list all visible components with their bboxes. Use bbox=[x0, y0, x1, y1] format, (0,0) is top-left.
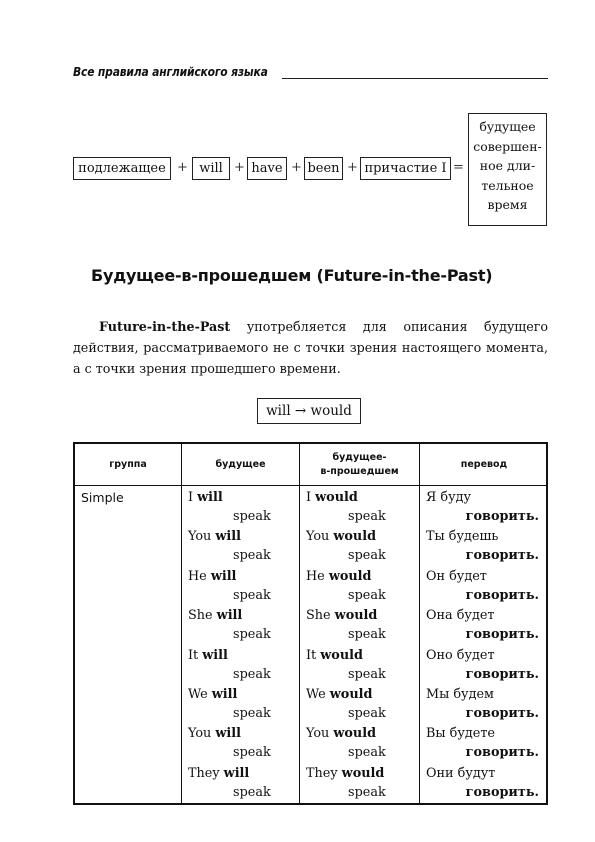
table-row bbox=[426, 648, 539, 687]
table-row bbox=[426, 726, 539, 765]
future-aux: will bbox=[215, 529, 241, 545]
translation-line1: Они будут bbox=[426, 765, 496, 781]
table-row bbox=[426, 687, 539, 726]
translation-line1: Он будет bbox=[426, 568, 487, 584]
past-aux: would bbox=[333, 726, 377, 742]
future-subject-aux bbox=[188, 648, 228, 663]
past-subject-aux bbox=[306, 608, 377, 623]
past-pronoun: We bbox=[306, 686, 326, 702]
table-group-simple: Simple bbox=[81, 490, 124, 505]
translation-line1: Мы будем bbox=[426, 686, 494, 702]
past-aux: would bbox=[315, 490, 358, 505]
translation-line1: Она будет bbox=[426, 608, 495, 624]
past-pronoun: He bbox=[306, 568, 325, 584]
past-verb: speak bbox=[348, 784, 386, 800]
future-pronoun: She bbox=[188, 608, 213, 624]
table-row bbox=[306, 569, 411, 608]
past-verb: speak bbox=[348, 587, 386, 603]
column-future bbox=[188, 490, 288, 805]
formula-plus: + bbox=[291, 160, 302, 175]
table-row bbox=[306, 687, 411, 726]
translation-line2: говорить. bbox=[465, 666, 539, 682]
future-verb: speak bbox=[233, 509, 271, 524]
formula-result-line: время bbox=[487, 197, 528, 213]
past-aux: would bbox=[320, 647, 363, 663]
past-pronoun: You bbox=[306, 726, 330, 742]
past-subject-aux bbox=[306, 529, 376, 544]
future-verb: speak bbox=[233, 587, 271, 603]
table-column-divider bbox=[419, 444, 420, 803]
future-subject-aux bbox=[188, 529, 241, 544]
table-row bbox=[188, 766, 288, 805]
future-verb: speak bbox=[233, 627, 271, 643]
table-row bbox=[306, 648, 411, 687]
translation-line2: говорить. bbox=[465, 784, 539, 800]
future-pronoun: I bbox=[188, 490, 194, 505]
formula-plus: + bbox=[234, 160, 245, 175]
column-translation bbox=[426, 490, 539, 805]
table-row bbox=[188, 726, 288, 765]
translation-line1: Ты будешь bbox=[426, 529, 499, 545]
formula-result-line: совершен- bbox=[473, 138, 542, 154]
translation-line1: Я буду bbox=[426, 490, 472, 505]
future-subject-aux bbox=[188, 608, 242, 623]
future-verb: speak bbox=[233, 784, 271, 800]
translation-line2: говорить. bbox=[465, 627, 539, 643]
translation-line1: Оно будет bbox=[426, 647, 495, 663]
running-header-title: Все правила английского языка bbox=[73, 64, 268, 79]
formula-box-will: will bbox=[192, 157, 230, 180]
future-pronoun: You bbox=[188, 529, 212, 545]
paragraph-text: употребляется для описания будущего действия, рассматриваемого не с точки зрения настоящего момента, а с точки зрения прошедшего времени. bbox=[73, 319, 548, 376]
table-row bbox=[188, 569, 288, 608]
translation-line2: говорить. bbox=[465, 587, 539, 603]
table-row bbox=[426, 490, 539, 529]
past-aux: would bbox=[333, 529, 377, 545]
future-verb: speak bbox=[233, 745, 271, 761]
header-rule bbox=[282, 78, 548, 79]
table-row bbox=[188, 687, 288, 726]
formula-box-been: been bbox=[304, 157, 343, 180]
past-verb: speak bbox=[348, 745, 386, 761]
table-row bbox=[188, 608, 288, 647]
past-subject-aux bbox=[306, 726, 376, 741]
table-row bbox=[188, 529, 288, 568]
past-subject-aux bbox=[306, 490, 358, 505]
table-header-future-in-past: будущее- в-прошедшем bbox=[320, 451, 399, 477]
future-pronoun: You bbox=[188, 726, 212, 742]
table-header-future: будущее bbox=[215, 458, 266, 470]
future-aux: will bbox=[210, 568, 237, 584]
table-row bbox=[306, 766, 411, 805]
future-aux: will bbox=[202, 647, 228, 663]
description-paragraph bbox=[73, 316, 548, 379]
formula-equals: = bbox=[453, 160, 464, 175]
future-subject-aux bbox=[188, 766, 249, 781]
rule-box: will → would bbox=[257, 398, 361, 424]
formula-result-box bbox=[468, 113, 547, 226]
future-aux: will bbox=[216, 608, 243, 624]
past-verb: speak bbox=[348, 666, 386, 682]
conjugation-table bbox=[73, 442, 548, 805]
past-verb: speak bbox=[348, 705, 386, 721]
translation-line2: говорить. bbox=[465, 509, 539, 524]
formula-plus: + bbox=[177, 160, 188, 175]
table-row bbox=[306, 490, 411, 529]
translation-line1: Вы будете bbox=[426, 726, 495, 742]
formula-box-participle: причастие I bbox=[360, 157, 451, 180]
formula-plus: + bbox=[347, 160, 358, 175]
future-subject-aux bbox=[188, 726, 241, 741]
running-header bbox=[73, 64, 548, 84]
past-pronoun: She bbox=[306, 608, 331, 624]
translation-line2: говорить. bbox=[465, 745, 539, 761]
table-header-translation: перевод bbox=[460, 458, 508, 470]
past-subject-aux bbox=[306, 766, 384, 781]
table-row bbox=[306, 529, 411, 568]
table-header-group: группа bbox=[109, 458, 147, 470]
past-pronoun: It bbox=[306, 647, 317, 663]
table-row bbox=[306, 608, 411, 647]
table-row bbox=[188, 490, 288, 529]
formula-result-line: будущее bbox=[479, 119, 536, 134]
table-header-divider bbox=[75, 485, 546, 486]
future-pronoun: They bbox=[188, 765, 220, 781]
past-aux: would bbox=[328, 568, 372, 584]
past-subject-aux bbox=[306, 569, 371, 584]
future-aux: will bbox=[223, 765, 250, 781]
future-subject-aux bbox=[188, 687, 237, 702]
future-verb: speak bbox=[233, 548, 271, 564]
past-verb: speak bbox=[348, 509, 386, 524]
translation-line2: говорить. bbox=[465, 705, 539, 721]
past-aux: would bbox=[329, 686, 373, 702]
past-pronoun: You bbox=[306, 529, 330, 545]
formula-box-have: have bbox=[247, 157, 287, 180]
table-row bbox=[306, 726, 411, 765]
future-subject-aux bbox=[188, 490, 223, 505]
future-verb: speak bbox=[233, 705, 271, 721]
table-row bbox=[426, 766, 539, 805]
past-verb: speak bbox=[348, 548, 386, 564]
translation-line2: говорить. bbox=[465, 548, 539, 564]
past-pronoun: I bbox=[306, 490, 312, 505]
formula-result-line: ное дли- bbox=[479, 158, 536, 174]
future-pronoun: He bbox=[188, 568, 207, 584]
past-verb: speak bbox=[348, 627, 386, 643]
past-aux: would bbox=[341, 765, 385, 781]
future-subject-aux bbox=[188, 569, 236, 584]
past-subject-aux bbox=[306, 648, 363, 663]
future-aux: will bbox=[197, 490, 223, 505]
future-aux: will bbox=[211, 686, 238, 702]
table-column-divider bbox=[299, 444, 300, 803]
future-pronoun: It bbox=[188, 647, 199, 663]
paragraph-lead-term: Future-in-the-Past bbox=[99, 319, 231, 334]
table-row bbox=[188, 648, 288, 687]
section-title: Будущее-в-прошедшем (Future-in-the-Past) bbox=[91, 266, 493, 285]
table-row bbox=[426, 608, 539, 647]
future-pronoun: We bbox=[188, 686, 208, 702]
formula-result-line: тельное bbox=[481, 177, 534, 193]
table-row bbox=[426, 569, 539, 608]
table-column-divider bbox=[181, 444, 182, 803]
future-verb: speak bbox=[233, 666, 271, 682]
formula-box-subject: подлежащее bbox=[73, 157, 171, 180]
table-row bbox=[426, 529, 539, 568]
future-aux: will bbox=[215, 726, 241, 742]
past-aux: would bbox=[334, 608, 378, 624]
past-subject-aux bbox=[306, 687, 372, 702]
past-pronoun: They bbox=[306, 765, 338, 781]
column-future-in-past bbox=[306, 490, 411, 805]
